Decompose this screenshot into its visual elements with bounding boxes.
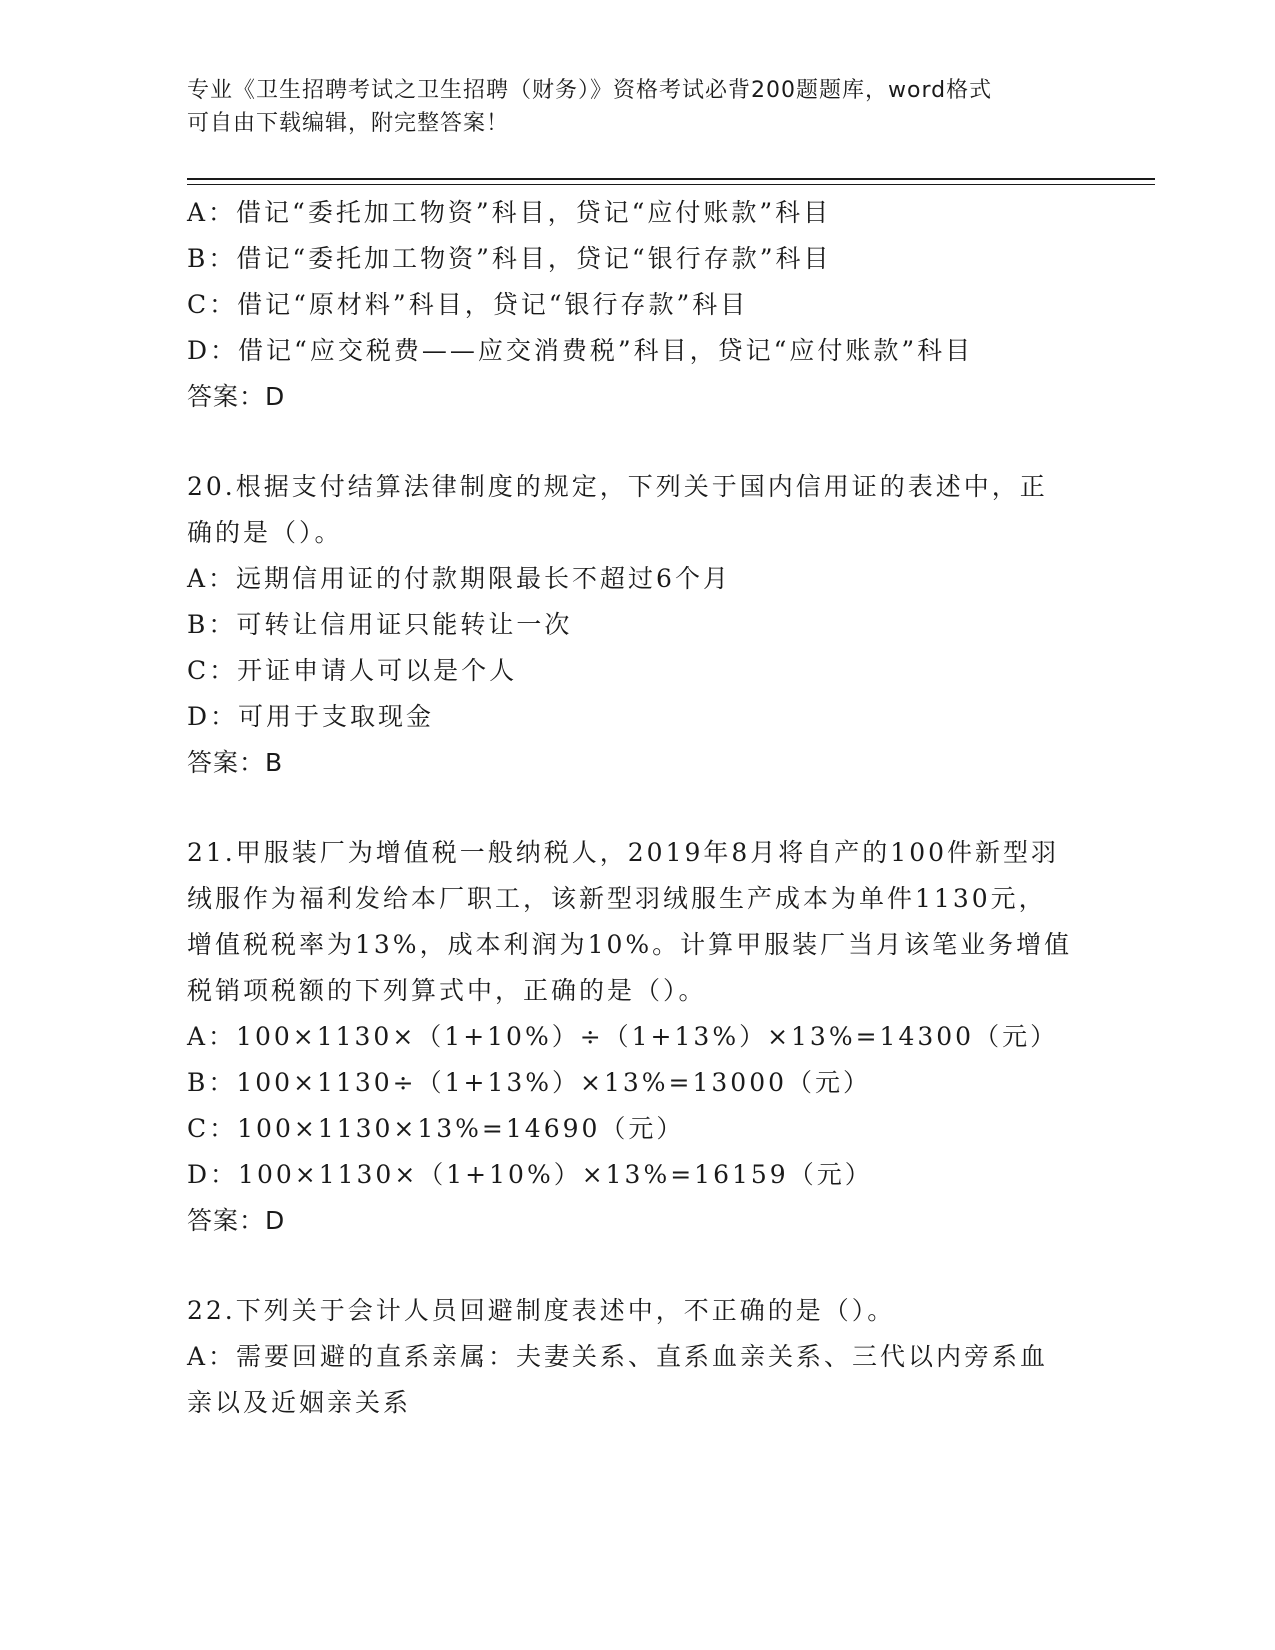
header-divider-thick [187, 178, 1155, 180]
answer: 答案：B [187, 748, 284, 777]
question-text-line: 21.甲服装厂为增值税一般纳税人，2019年8月将自产的100件新型羽 [187, 838, 1060, 867]
question-spacer [187, 1244, 1087, 1288]
question-text-line: 税销项税额的下列算式中，正确的是（）。 [187, 976, 707, 1005]
header-divider-thin [187, 184, 1155, 185]
option-d: D：借记“应交税费——应交消费税”科目，贷记“应付账款”科目 [187, 336, 974, 365]
header-line-1: 专业《卫生招聘考试之卫生招聘（财务）》资格考试必背200题题库，word格式 [187, 78, 993, 103]
option-c: C：开证申请人可以是个人 [187, 656, 518, 685]
answer: 答案：D [187, 382, 286, 411]
document-body [187, 190, 1087, 1426]
option-b: B：可转让信用证只能转让一次 [187, 610, 573, 639]
question-text-line: 22.下列关于会计人员回避制度表述中，不正确的是（）。 [187, 1296, 896, 1325]
option-a: A：100×1130×（1+10%）÷（1+13%）×13%=14300（元） [187, 1022, 1059, 1051]
option-c: C：借记“原材料”科目，贷记“银行存款”科目 [187, 290, 749, 319]
option-b: B：100×1130÷（1+13%）×13%=13000（元） [187, 1068, 872, 1097]
question-text-line: 确的是（）。 [187, 518, 343, 547]
option-a: A：借记“委托加工物资”科目，贷记“应付账款”科目 [187, 198, 832, 227]
question-20 [187, 464, 1087, 786]
question-spacer [187, 786, 1087, 830]
question-text-line: 20.根据支付结算法律制度的规定，下列关于国内信用证的表述中，正 [187, 472, 1048, 501]
option-d: D：可用于支取现金 [187, 702, 435, 731]
question-19 [187, 190, 1087, 420]
question-spacer [187, 420, 1087, 464]
option-b: B：借记“委托加工物资”科目，贷记“银行存款”科目 [187, 244, 832, 273]
question-text-line: 绒服作为福利发给本厂职工，该新型羽绒服生产成本为单件1130元， [187, 884, 1047, 913]
question-22 [187, 1288, 1087, 1426]
document-header [187, 74, 1067, 140]
question-text-line: 增值税税率为13%，成本利润为10%。计算甲服装厂当月该笔业务增值 [187, 930, 1073, 959]
answer: 答案：D [187, 1206, 286, 1235]
option-d: D：100×1130×（1+10%）×13%=16159（元） [187, 1160, 873, 1189]
option-a-continued: 亲以及近姻亲关系 [187, 1388, 412, 1417]
option-a: A：需要回避的直系亲属：夫妻关系、直系血亲关系、三代以内旁系血 [187, 1342, 1049, 1371]
option-a: A：远期信用证的付款期限最长不超过6个月 [187, 564, 731, 593]
question-21 [187, 830, 1087, 1244]
option-c: C：100×1130×13%=14690（元） [187, 1114, 685, 1143]
header-line-2: 可自由下载编辑，附完整答案！ [187, 111, 510, 136]
